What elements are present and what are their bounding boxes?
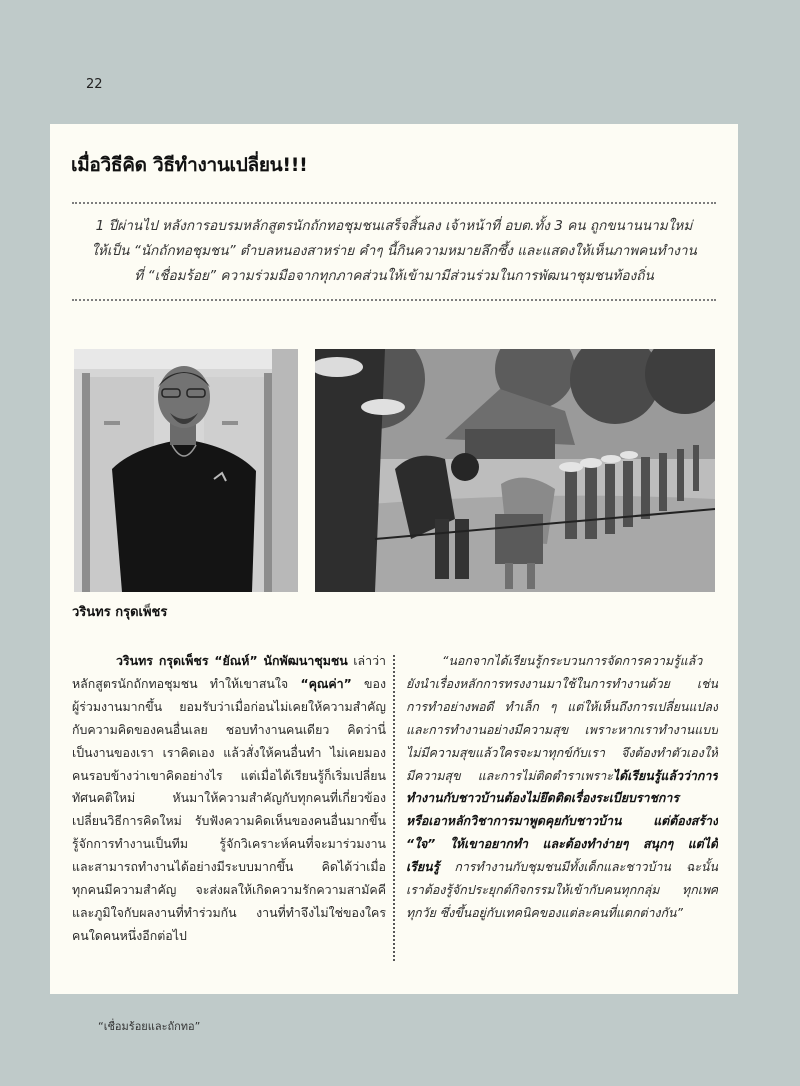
quote-line: ทุกวัย ซึ่งขึ้นอยู่กับเทคนิคของแต่ละคนที่แตกต่างกัน” <box>406 904 683 920</box>
quote-line: และการทำงานอย่างมีความสุข เพราะหากเราทำงานแบบ <box>406 721 718 737</box>
article-intro <box>72 214 716 289</box>
paragraph-line: เปลี่ยนวิธีการคิดใหม่ รับฟังความคิดเห็นของคนอื่นมากขึ้น <box>72 813 386 829</box>
paragraph-line: คนใดคนหนึ่งอีกต่อไป <box>72 927 187 943</box>
paragraph-line: และสามารถทำงานได้อย่างมีระบบมากขึ้น คิดได้ว่าเมื่อ <box>72 859 386 875</box>
quote-line: หรือเอาหลักวิชาการมาพูดคุยกับชาวบ้าน แต่ต้องสร้าง <box>406 813 718 829</box>
right-column-quote <box>406 650 718 925</box>
article-title: เมื่อวิธีคิด วิธีทำงานเปลี่ยน!!! <box>71 154 308 176</box>
paragraph-line: หลักสูตรนักถักทอชุมชน ทำให้เขาสนใจ “คุณค่า” ของ <box>72 675 386 691</box>
quote-line: ยังนำเรื่องหลักการทรงงานมาใช้ในการทำงานด้วย เช่น <box>406 675 718 691</box>
quote-line: มีความสุข และการไม่ติดตำราเพราะได้เรียนรู้แล้วว่าการ <box>406 767 718 783</box>
paragraph-line: วรินทร กรุดเพ็ชร “ยัณห์” นักพัฒนาชุมชน เล่าว่า <box>116 653 386 668</box>
paragraph-line: ทุกคนมีความสำคัญ จะส่งผลให้เกิดความรักความสามัคคี <box>72 882 386 898</box>
intro-bottom-divider <box>72 299 716 301</box>
intro-line: 1 ปีผ่านไป หลังการอบรมหลักสูตรนักถักทอชุมชนเสร็จสิ้นลง เจ้าหน้าที่ อบต.ทั้ง 3 คน ถูกขนานนามใหม่ <box>95 218 693 234</box>
left-column <box>72 650 386 948</box>
quote-line: ไม่มีความสุขแล้วใครจะมาทุกข์กับเรา จึงต้องทำตัวเองให้ <box>406 744 718 760</box>
group-activity-photo <box>315 349 715 592</box>
intro-line: ที่ “เชื่อมร้อย” ความร่วมมือจากทุกภาคส่วนให้เข้ามามีส่วนร่วมในการพัฒนาชุมชนท้องถิ่น <box>134 268 654 284</box>
emphasis-value: “คุณค่า” <box>300 675 352 691</box>
paragraph-line: ผู้ร่วมงานมากขึ้น ยอมรับว่าเมื่อก่อนไม่เคยให้ความสำคัญ <box>72 698 386 714</box>
quote-line: เราต้องรู้จักประยุกต์กิจกรรมให้เข้ากับคนทุกกลุ่ม ทุกเพศ <box>406 882 718 898</box>
page-number: 22 <box>86 77 103 92</box>
intro-line: ให้เป็น “นักถักทอชุมชน” ตำบลหนองสาหร่าย คำๆ นี้กินความหมายลึกซึ้ง และแสดงให้เห็นภาพคนทำงาน <box>91 243 697 259</box>
paragraph-line: รู้จักการทำงานเป็นทีม รู้จักวิเคราะห์คนที่จะมาร่วมงาน <box>72 836 386 852</box>
interviewee-name: วรินทร กรุดเพ็ชร “ยัณห์” นักพัฒนาชุมชน <box>116 653 348 668</box>
publication-footer: “เชื่อมร้อยและถักทอ” <box>98 1020 201 1033</box>
quote-line: “นอกจากได้เรียนรู้กระบวนการจัดการความรู้แล้ว <box>442 653 703 668</box>
column-divider <box>393 655 395 961</box>
quote-line: การทำอย่างพอดี ทำเล็ก ๆ แต่ให้เห็นถึงการเปลี่ยนแปลง <box>406 698 718 714</box>
article-card <box>50 124 738 994</box>
quote-line: ทำงานกับชาวบ้านต้องไม่ยึดติดเรื่องระเบียบราชการ <box>406 790 679 806</box>
photo-caption: วรินทร กรุดเพ็ชร <box>72 605 168 620</box>
quote-line: “ใจ” ให้เขาอยากทำ และต้องทำง่ายๆ สนุกๆ แต่ได้ <box>406 836 718 852</box>
quote-line: เรียนรู้ การทำงานกับชุมชนมีทั้งเด็กและชาวบ้าน ฉะนั้น <box>406 859 718 875</box>
paragraph-line: ทัศนคติใหม่ หันมาให้ความสำคัญกับทุกคนที่เกี่ยวข้อง <box>72 790 386 806</box>
paragraph-line: คนรอบข้างว่าเขาคิดอย่างไร แต่เมื่อได้เรียนรู้ก็เริ่มเปลี่ยน <box>72 767 386 783</box>
paragraph-line: และภูมิใจกับผลงานที่ทำร่วมกัน งานที่ทำจึงไม่ใช่ของใคร <box>72 904 386 920</box>
paragraph-line: กับความคิดของคนอื่นเลย ชอบทำงานคนเดียว คิดว่านี่ <box>72 721 386 737</box>
portrait-photo <box>74 349 298 592</box>
intro-top-divider <box>72 202 716 204</box>
paragraph-line: เป็นงานของเรา เราคิดเอง แล้วสั่งให้คนอื่นทำ ไม่เคยมอง <box>72 744 386 760</box>
